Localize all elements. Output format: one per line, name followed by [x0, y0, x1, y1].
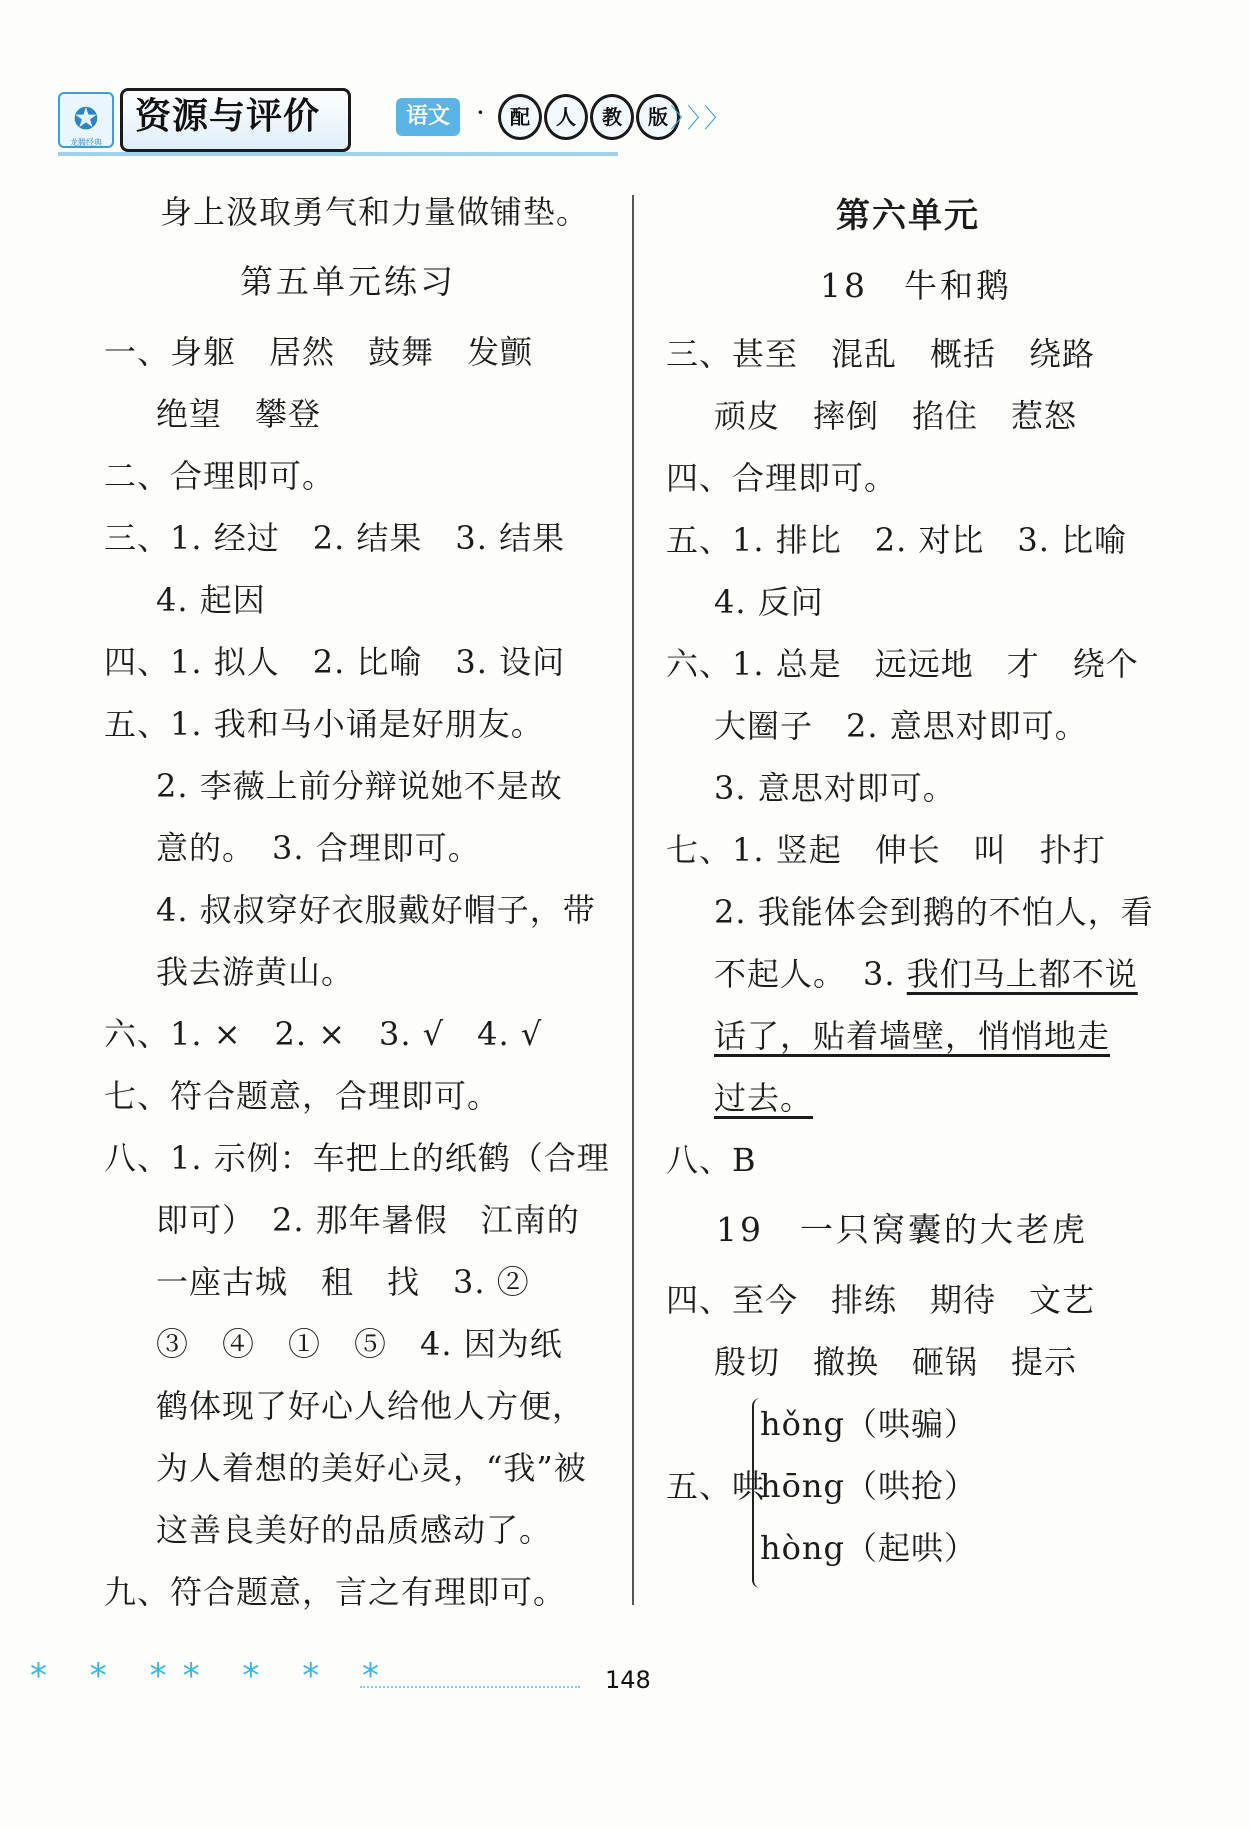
answer-line: 4. 起因	[156, 581, 266, 619]
answer-line: 五、1. 排比 2. 对比 3. 比喻	[666, 521, 1128, 559]
answer-line: 2. 李薇上前分辩说她不是故	[156, 767, 563, 805]
answer-line: 六、1. 总是 远远地 才 绕个	[666, 645, 1139, 683]
pinyin-line: hǒng（哄骗）	[760, 1405, 977, 1443]
pinyin-line: hōng（哄抢）	[760, 1467, 977, 1505]
page-number: 148	[605, 1666, 651, 1694]
answer-line: 殷切 撤换 砸锅 提示	[714, 1343, 1078, 1381]
answer-line: 三、甚至 混乱 概括 绕路	[666, 335, 1096, 373]
answer-line: 顽皮 摔倒 掐住 惹怒	[714, 397, 1078, 435]
title-separator: ·	[476, 96, 485, 129]
answer-line: 一、身躯 居然 鼓舞 发颤	[104, 333, 534, 371]
answer-line: 五、1. 我和马小诵是好朋友。	[104, 705, 544, 743]
answer-line: 身上汲取勇气和力量做铺垫。	[160, 193, 590, 231]
answer-line: 大圈子 2. 意思对即可。	[714, 707, 1088, 745]
logo	[58, 92, 114, 148]
answer-line: 鹤体现了好心人给他人方便，	[156, 1387, 586, 1425]
answer-line: 意的。 3. 合理即可。	[156, 829, 481, 867]
answer-line: 3. 意思对即可。	[714, 769, 956, 807]
lesson-title: 18 牛和鹅	[820, 266, 1012, 305]
answer-line: ③ ④ ① ⑤ 4. 因为纸	[156, 1325, 563, 1363]
answer-text: 不起人。 3.	[714, 955, 907, 993]
answer-line: 4. 反问	[714, 583, 824, 621]
edition-badge	[498, 94, 680, 140]
answer-line: 八、B	[666, 1141, 757, 1179]
edition-char: 配	[498, 94, 542, 140]
answer-line: 我去游黄山。	[156, 953, 355, 991]
underlined-answer: 我们马上都不说	[906, 955, 1138, 993]
lesson-title: 19 一只窝囊的大老虎	[716, 1210, 1088, 1249]
answer-line: 一座古城 租 找 3. ②	[156, 1263, 530, 1301]
answer-line: 七、符合题意，合理即可。	[104, 1077, 501, 1115]
answer-line: 为人着想的美好心灵，“我”被	[156, 1449, 587, 1487]
footer-dotted-rule	[360, 1686, 580, 1688]
answer-line: 即可） 2. 那年暑假 江南的	[156, 1201, 580, 1239]
answer-line: 这善良美好的品质感动了。	[156, 1511, 553, 1549]
star-icon: ✪	[73, 102, 99, 137]
chevron-right-icon: 〉〉〉	[670, 104, 735, 134]
header-banner	[58, 88, 735, 160]
section-title: 第五单元练习	[240, 262, 456, 301]
unit-title: 第六单元	[836, 196, 980, 236]
answer-line: 2. 我能体会到鹅的不怕人，看	[714, 893, 1154, 931]
answer-line: 4. 叔叔穿好衣服戴好帽子，带	[156, 891, 596, 929]
book-title: 资源与评价	[120, 88, 351, 152]
answer-line	[714, 954, 1138, 994]
decorative-stars-icon: * * ** * * *	[30, 1656, 396, 1696]
answer-line: 七、1. 竖起 伸长 叫 扑打	[666, 831, 1106, 869]
logo-tag: 龙腾经典	[70, 138, 102, 147]
edition-char: 版	[636, 94, 680, 140]
answer-line: 三、1. 经过 2. 结果 3. 结果	[104, 519, 566, 557]
subject-badge: 语文	[396, 98, 460, 136]
edition-char: 人	[544, 94, 588, 140]
edition-char: 教	[590, 94, 634, 140]
answer-line: 绝望 攀登	[156, 395, 322, 433]
underlined-answer: 话了，贴着墙壁，悄悄地走	[714, 1017, 1111, 1055]
answer-line: 四、合理即可。	[666, 459, 898, 497]
answer-line: 五、哄	[666, 1467, 766, 1505]
column-divider	[632, 195, 634, 1605]
pinyin-line: hòng（起哄）	[760, 1529, 977, 1567]
answer-line: 四、至今 排练 期待 文艺	[666, 1281, 1096, 1319]
answer-line: 六、1. × 2. × 3. √ 4. √	[104, 1015, 543, 1053]
underlined-answer: 过去。	[714, 1079, 814, 1117]
answer-line: 二、合理即可。	[104, 457, 336, 495]
answer-line: 九、符合题意，言之有理即可。	[104, 1573, 567, 1611]
header-rule	[58, 152, 618, 156]
answer-line: 四、1. 拟人 2. 比喻 3. 设问	[104, 643, 566, 681]
answer-line: 八、1. 示例：车把上的纸鹤（合理	[104, 1139, 610, 1177]
